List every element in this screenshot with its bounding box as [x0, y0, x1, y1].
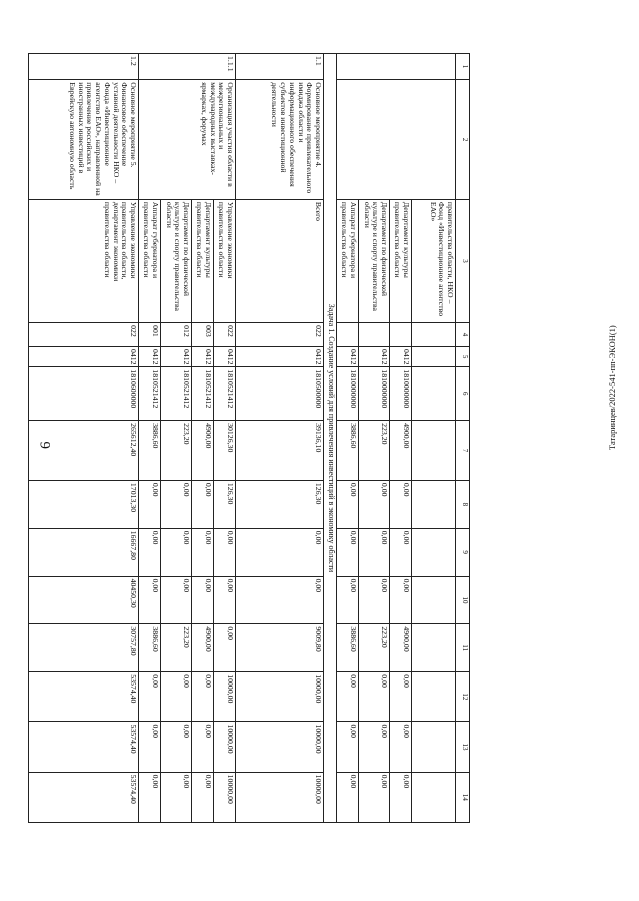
cell-c9: 0,00: [390, 528, 412, 576]
cell-c4: 022: [214, 323, 236, 347]
cell-c12: 53574,40: [29, 672, 139, 722]
cell-c10: 0,00: [236, 576, 324, 624]
cell-c14: 0,00: [337, 772, 359, 822]
cell-c7: 223,20: [359, 421, 390, 481]
header-cell: 5: [456, 346, 470, 366]
cell-c7: 265612,40: [29, 421, 139, 481]
header-cell: 12: [456, 672, 470, 722]
cell-c10: 0,00: [359, 576, 390, 624]
row-number-cell: 1.1.1: [139, 54, 236, 80]
cell-c5: 0412: [337, 346, 359, 366]
executor-cell: Всего: [236, 199, 324, 322]
cell-c12: 0,00: [161, 672, 192, 722]
cell: [412, 528, 456, 576]
header-cell: 13: [456, 722, 470, 772]
cell-c9: 0,00: [337, 528, 359, 576]
cell-c7: 30126,30: [214, 421, 236, 481]
cell: [412, 480, 456, 528]
cell-c11: 3886,60: [337, 624, 359, 672]
header-cell: 1: [456, 54, 470, 80]
cell-c10: 0,00: [161, 576, 192, 624]
cell-c13: 53574,40: [29, 722, 139, 772]
cell-c5: 0412: [236, 346, 324, 366]
cell-c9: 0,00: [139, 528, 161, 576]
cell-c5: 0412: [359, 346, 390, 366]
page-number: 6: [38, 441, 54, 449]
header-cell: 14: [456, 772, 470, 822]
cell-c12: 10000,00: [214, 672, 236, 722]
cell-c13: 0,00: [390, 722, 412, 772]
cell-c12: 0,00: [192, 672, 214, 722]
cell-c6: 1810000000: [390, 367, 412, 421]
executor-cell: правительства области, НКО – Фонд «Инвестиционное агентство ЕАО»: [412, 199, 456, 322]
cell-c6: 1810500000: [236, 367, 324, 421]
cell-c9: 0,00: [359, 528, 390, 576]
cell-c11: 223,20: [161, 624, 192, 672]
cell-c6: 1810521412: [214, 367, 236, 421]
cell-c9: 16667,80: [29, 528, 139, 576]
cell-c4: 022: [29, 323, 139, 347]
cell-c8: 126,30: [214, 480, 236, 528]
cell: [412, 722, 456, 772]
cell-c10: 0,00: [192, 576, 214, 624]
cell-c5: 0412: [192, 346, 214, 366]
executor-cell: Департамент культуры правительства области: [192, 199, 214, 322]
activity-name-cell: [337, 80, 456, 200]
cell-c4: 022: [236, 323, 324, 347]
header-cell: 2: [456, 80, 470, 200]
cell-c13: 10000,00: [236, 722, 324, 772]
cell-c5: 0412: [214, 346, 236, 366]
cell-c4: [337, 323, 359, 347]
cell-c12: 0,00: [337, 672, 359, 722]
header-cell: 10: [456, 576, 470, 624]
cell-c10: 0,00: [139, 576, 161, 624]
cell-c6: 1810521412: [192, 367, 214, 421]
task-row: [324, 54, 337, 823]
cell-c10: 0,00: [390, 576, 412, 624]
cell-c8: 0,00: [390, 480, 412, 528]
cell-c8: 0,00: [192, 480, 214, 528]
cell: [412, 367, 456, 421]
cell-c6: 1810000000: [337, 367, 359, 421]
cell-c9: 0,00: [236, 528, 324, 576]
executor-cell: Департамент культуры правительства области: [390, 199, 412, 322]
cell-c4: [390, 323, 412, 347]
cell-c13: 0,00: [359, 722, 390, 772]
cell-c8: 0,00: [161, 480, 192, 528]
cell-c10: 40450,30: [29, 576, 139, 624]
activity-name-cell: Основное мероприятие 5. Финансовое обеспечение уставной деятельности НКО – Фонда «Инвестиционное агентство ЕАО», направленной на привлечение российских и иностранных инвестиций в Еврейскую автономную область: [29, 80, 139, 200]
cell-c7: 4900,00: [192, 421, 214, 481]
cell-c14: 53574,40: [29, 772, 139, 822]
row-number-cell: [337, 54, 456, 80]
cell-c8: 0,00: [359, 480, 390, 528]
executor-cell: Департамент по физической культуре и спорту правительства области: [161, 199, 192, 322]
cell-c13: 0,00: [192, 722, 214, 772]
cell-c5: 0412: [29, 346, 139, 366]
activity-name-cell: Основное мероприятие 4. Формирование привлекательного имиджа области и информационного обеспечения субъектов инвестиционной деятельности: [236, 80, 324, 200]
executor-cell: Управление экономики правительства области, департамент экономики правительства области: [29, 199, 139, 322]
cell-c13: 0,00: [161, 722, 192, 772]
header-cell: 7: [456, 421, 470, 481]
cell-c7: 39136,10: [236, 421, 324, 481]
cell-c11: 4900,00: [390, 624, 412, 672]
cell-c12: 0,00: [359, 672, 390, 722]
table-row: [236, 54, 324, 823]
header-cell: 4: [456, 323, 470, 347]
cell-c4: 012: [161, 323, 192, 347]
cell-c4: [359, 323, 390, 347]
cell-c12: 10000,00: [236, 672, 324, 722]
task-heading: Задача 1. Создание условий для привлечения инвестиций в экономику области: [324, 54, 337, 823]
cell: [412, 672, 456, 722]
header-cell: 3: [456, 199, 470, 322]
cell-c11: 9009,80: [236, 624, 324, 672]
cell-c5: 0412: [161, 346, 192, 366]
cell-c14: 0,00: [161, 772, 192, 822]
header-row: [456, 54, 470, 823]
cell-c7: 4900,00: [390, 421, 412, 481]
executor-cell: Управление экономики правительства области: [214, 199, 236, 322]
cell-c12: 0,00: [390, 672, 412, 722]
cell: [412, 421, 456, 481]
cell-c11: 4900,00: [192, 624, 214, 672]
cell-c7: 223,20: [161, 421, 192, 481]
cell-c6: 1810000000: [359, 367, 390, 421]
cell-c6: 1810521412: [161, 367, 192, 421]
table-row: [29, 54, 139, 823]
executor-cell: Аппарат губернатора и правительства области: [139, 199, 161, 322]
cell-c8: 0,00: [139, 480, 161, 528]
cell-c6: 1810600000: [29, 367, 139, 421]
cell-c9: 0,00: [192, 528, 214, 576]
cell-c10: 0,00: [337, 576, 359, 624]
cell-c4: 001: [139, 323, 161, 347]
row-number-cell: 1.2: [29, 54, 139, 80]
cell-c10: 0,00: [214, 576, 236, 624]
cell: [412, 624, 456, 672]
cell-c14: 10000,00: [214, 772, 236, 822]
cell: [412, 772, 456, 822]
header-cell: 6: [456, 367, 470, 421]
cell-c8: 17013,30: [29, 480, 139, 528]
cell-c11: 0,00: [214, 624, 236, 672]
rotated-table-container: [67, 53, 470, 823]
cell-c7: 3886,60: [139, 421, 161, 481]
header-cell: 9: [456, 528, 470, 576]
cell-c14: 0,00: [390, 772, 412, 822]
table-row: [214, 54, 236, 823]
cell-c13: 10000,00: [214, 722, 236, 772]
budget-table: [28, 53, 470, 823]
cell-c5: 0412: [139, 346, 161, 366]
cell-c4: 003: [192, 323, 214, 347]
cell-c9: 0,00: [214, 528, 236, 576]
cell-c14: 0,00: [192, 772, 214, 822]
cell-c12: 0,00: [139, 672, 161, 722]
cell-c8: 0,00: [337, 480, 359, 528]
cell-c11: 3886,60: [139, 624, 161, 672]
cell-c9: 0,00: [161, 528, 192, 576]
cell: [412, 346, 456, 366]
cell-c14: 0,00: [359, 772, 390, 822]
cell-c11: 30757,80: [29, 624, 139, 672]
cell-c14: 10000,00: [236, 772, 324, 822]
cell-c7: 3886,60: [337, 421, 359, 481]
cell-c14: 0,00: [139, 772, 161, 822]
cell-c6: 1810521412: [139, 367, 161, 421]
cell-c11: 223,20: [359, 624, 390, 672]
cell-c5: 0412: [390, 346, 412, 366]
cell: [412, 576, 456, 624]
header-cell: 11: [456, 624, 470, 672]
cell-c13: 0,00: [337, 722, 359, 772]
executor-cell: Департамент по физической культуре и спорту правительства области: [359, 199, 390, 322]
header-cell: 8: [456, 480, 470, 528]
cell-c8: 126,30: [236, 480, 324, 528]
document-reference: Татаринцев/2022-541-пп-ЭКОН(1): [607, 325, 617, 450]
activity-name-cell: Организация участия области в межрегиональных и международных выставках-ярмарках, форумах: [139, 80, 236, 200]
row-number-cell: 1.1: [236, 54, 324, 80]
table-row: [412, 54, 456, 823]
cell-c13: 0,00: [139, 722, 161, 772]
cell: [412, 323, 456, 347]
executor-cell: Аппарат губернатора и правительства области: [337, 199, 359, 322]
